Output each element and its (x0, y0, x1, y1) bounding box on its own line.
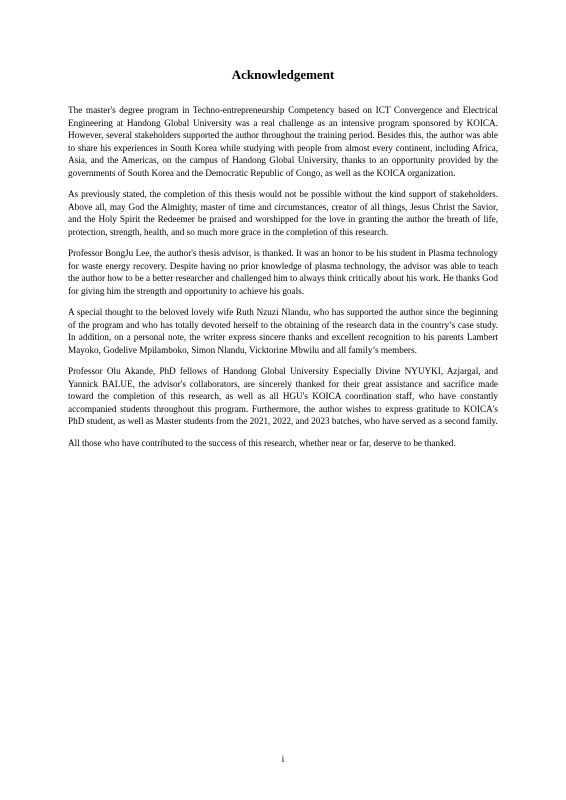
page-number: i (281, 755, 285, 765)
page-title: Acknowledgement (231, 67, 335, 82)
paragraph-stakeholders: As previously stated, the completion of this thesis would not be possible without the kind support of stakeholders. Above all, may God the Almighty, master of time and circumstances, creator of all things, Jesus Christ the Savior, and the Holy Spirit the Redeemer be praised and worshipped for the love in granting the author the breath of life, protection, strength, health, and so much more grace in the completion of this research. (68, 189, 498, 237)
paragraph-advisor: Professor BongJu Lee, the author's thesis advisor, is thanked. It was an honor to be his student in Plasma technology for waste energy recovery. Despite having no prior knowledge of plasma technology, the advisor was able to teach the author how to be a better researcher and challenged him to always think critically about his work. He thanks God for giving him the strength and opportunity to achieve his goals. (68, 248, 498, 296)
paragraph-program: The master's degree program in Techno-entrepreneurship Competency based on ICT Convergence and Electrical Engineering at Handong Global University was a real challenge as an intensive program sponsored by KOICA. However, several stakeholders supported the author throughout the training period. Besides this, the author was able to share his experiences in South Korea while studying with people from almost every continent, including Africa, Asia, and the Americas, on the campus of Handong Global University, thanks to an opportunity provided by the governments of South Korea and the Democratic Republic of Congo, as well as the KOICA organization. (68, 105, 498, 178)
paragraph-closing: All those who have contributed to the success of this research, whether near or far, deserve to be thanked. (68, 437, 456, 448)
paragraph-family: A special thought to the beloved lovely wife Ruth Nzuzi Nlandu, who has supported the author since the beginning of the program and who has totally devoted herself to the obtaining of the research data in the country’s case study. In addition, on a personal note, the writer express sincere thanks and excellent recognition to his parents Lambert Mayoko, Godelive Mpilamboko, Simon Nlandu, Vicktorine Mbwilu and all family’s members. (68, 307, 498, 355)
paragraph-collaborators: Professor Olu Akande, PhD fellows of Handong Global University Especially Divine NYUYKI, Azjargal, and Yannick BALUE, the advisor's collaborators, are sincerely thanked for their great assistance and sacrifice made toward the completion of this research, as well as all HGU's KOICA coordination staff, who have constantly accompanied students throughout this program. Furthermore, the author wishes to express gratitude to KOICA's PhD student, as well as Master students from the 2021, 2022, and 2023 batches, who have served as a second family. (68, 366, 498, 426)
acknowledgement-body (68, 104, 498, 458)
